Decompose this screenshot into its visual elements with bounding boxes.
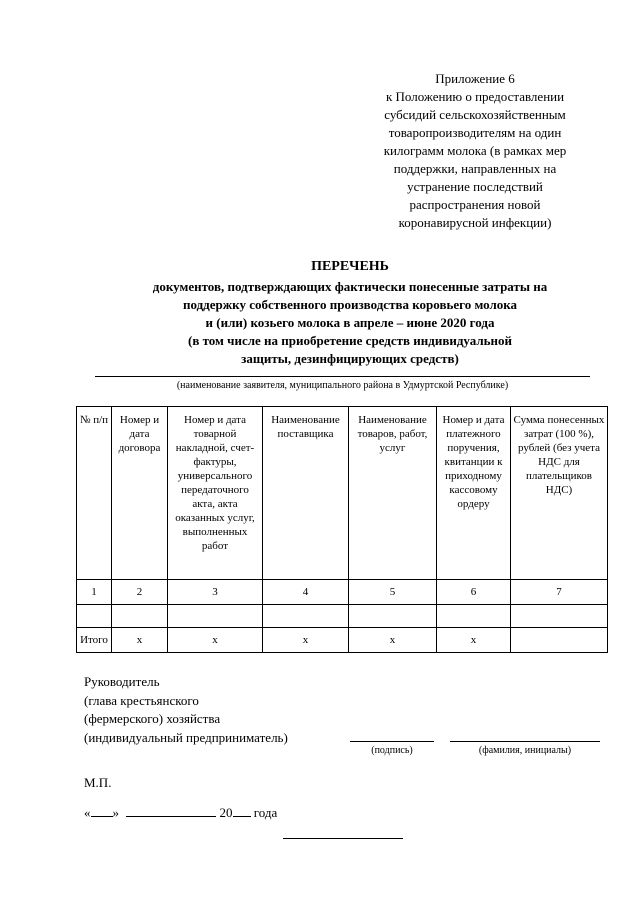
date-year-suffix: года — [253, 805, 278, 820]
date-quote-open: « — [84, 805, 91, 820]
manager-line: Руководитель — [84, 674, 160, 689]
date-quote-close: » — [112, 805, 119, 820]
table-cell[interactable] — [349, 605, 437, 628]
header-supplier: Наименование поставщика — [263, 407, 349, 580]
table-cell[interactable] — [168, 605, 263, 628]
title-line: документов, подтверждающих фактически понесенные затраты на — [152, 279, 548, 294]
title-heading: ПЕРЕЧЕНЬ — [311, 259, 389, 274]
signature-line[interactable] — [350, 741, 434, 742]
manager-line: (глава крестьянского — [84, 692, 199, 708]
total-mark: x — [263, 628, 349, 653]
appendix-line: килограмм молока (в рамках мер — [383, 143, 567, 158]
total-amount-cell[interactable] — [511, 628, 608, 653]
total-mark: x — [437, 628, 511, 653]
header-contract: Номер и дата договора — [112, 407, 168, 580]
column-number: 4 — [263, 580, 349, 605]
bottom-line — [283, 838, 403, 839]
header-goods: Наименование товаров, работ, услуг — [349, 407, 437, 580]
appendix-line: Приложение 6 — [435, 71, 515, 86]
documents-table — [76, 406, 608, 653]
signature-caption: (подпись) — [371, 745, 413, 756]
total-mark: x — [112, 628, 168, 653]
name-line[interactable] — [450, 741, 600, 742]
manager-line: (фермерского) хозяйства — [84, 711, 221, 726]
table-row — [77, 605, 608, 628]
header-invoice: Номер и дата товарной накладной, счет-фактуры, универсального передаточного акта, акта оказанных услуг, выполненных работ — [168, 407, 263, 580]
table-cell[interactable] — [77, 605, 112, 628]
appendix-line: товаропроизводителям на один — [388, 125, 562, 140]
appendix-block — [360, 70, 590, 232]
column-number: 2 — [112, 580, 168, 605]
title-line: и (или) козьего молока в апреле – июне 2020 года — [205, 315, 495, 330]
manager-line: (индивидуальный предприниматель) — [84, 729, 288, 745]
document-title — [90, 258, 610, 368]
date-row — [84, 802, 277, 821]
table-cell[interactable] — [112, 605, 168, 628]
total-mark: x — [168, 628, 263, 653]
table-header-row — [77, 407, 608, 580]
manager-block — [84, 673, 288, 747]
appendix-line: устранение последствий — [407, 179, 543, 194]
column-number: 7 — [511, 580, 608, 605]
appendix-line: к Положению о предоставлении — [385, 89, 565, 104]
date-year-field[interactable] — [233, 802, 251, 817]
header-number: № п/п — [77, 407, 112, 580]
name-caption: (фамилия, инициалы) — [478, 745, 572, 756]
date-month-field[interactable] — [126, 802, 216, 817]
date-year-prefix: 20 — [219, 805, 233, 820]
appendix-line: поддержки, направленных на — [393, 161, 557, 176]
header-payment: Номер и дата платежного поручения, квитанции к приходному кассовому ордеру — [437, 407, 511, 580]
table-cell[interactable] — [263, 605, 349, 628]
title-line: (в том числе на приобретение средств индивидуальной — [187, 333, 512, 348]
appendix-line: коронавирусной инфекции) — [398, 215, 552, 230]
applicant-name-line[interactable] — [95, 376, 590, 377]
appendix-line: распространения новой — [409, 197, 541, 212]
table-cell[interactable] — [511, 605, 608, 628]
appendix-line: субсидий сельскохозяйственным — [384, 107, 566, 122]
table-cell[interactable] — [437, 605, 511, 628]
total-row — [77, 628, 608, 653]
column-number-row — [77, 580, 608, 605]
total-label: Итого — [77, 628, 112, 653]
applicant-caption: (наименование заявителя, муниципального района в Удмуртской Республике) — [176, 380, 509, 391]
date-day-field[interactable] — [91, 802, 113, 817]
column-number: 3 — [168, 580, 263, 605]
total-mark: x — [349, 628, 437, 653]
title-line: поддержку собственного производства коровьего молока — [182, 297, 518, 312]
column-number: 1 — [77, 580, 112, 605]
column-number: 6 — [437, 580, 511, 605]
header-amount: Сумма понесенных затрат (100 %), рублей (без учета НДС для плательщиков НДС) — [511, 407, 608, 580]
column-number: 5 — [349, 580, 437, 605]
title-line: защиты, дезинфицирующих средств) — [241, 351, 459, 366]
stamp-place: М.П. — [84, 775, 112, 790]
